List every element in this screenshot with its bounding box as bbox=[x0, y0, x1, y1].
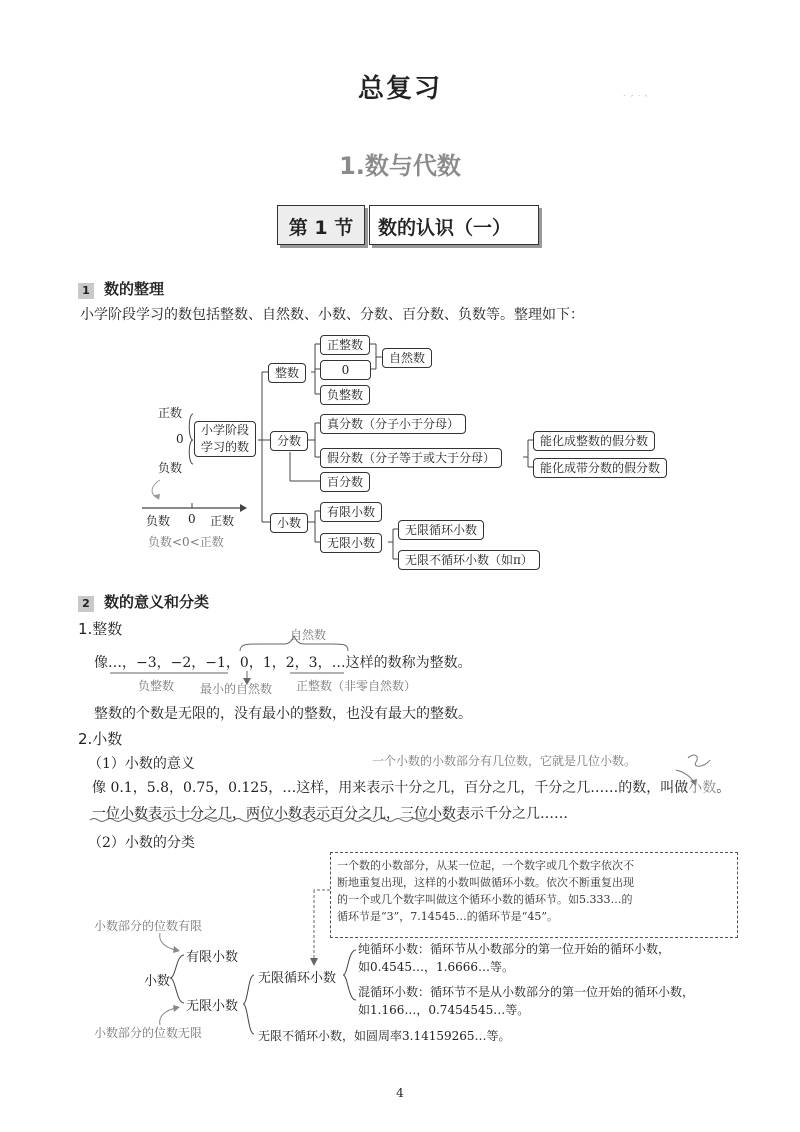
recurring-note-line-3: 的一个或几个数字叫做这个循环小数的循环节。如5.333…的 bbox=[337, 893, 633, 906]
mixed-recurring-line-2: 如1.166…，0.7454545…等。 bbox=[358, 1003, 530, 1017]
section-label-text: 第 1 节 bbox=[288, 217, 354, 239]
decimal-box: 小数 bbox=[270, 513, 308, 533]
left-negative-label: 负数 bbox=[158, 461, 183, 475]
natural-number-box: 自然数 bbox=[382, 348, 432, 368]
axis-positive-label: 正数 bbox=[210, 514, 235, 528]
proper-fraction-box: 真分数（分子小于分母） bbox=[320, 414, 466, 434]
infinite-decimal-note: 小数部分的位数无限 bbox=[94, 1026, 203, 1040]
decimal-tree-finite: 有限小数 bbox=[186, 950, 239, 965]
decimal-places-line: 一位小数表示十分之几，两位小数表示百分之几，三位小数表示千分之几…… bbox=[92, 806, 568, 822]
improper-fraction-box: 假分数（分子等于或大于分母） bbox=[320, 448, 502, 468]
mixed-recurring-line-1: 混循环小数：循环节不是从小数部分的第一位开始的循环小数， bbox=[358, 985, 695, 999]
integer-note: 整数的个数是无限的，没有最小的整数，也没有最大的整数。 bbox=[94, 706, 472, 722]
percent-box: 百分数 bbox=[320, 472, 370, 492]
decimal-def-text: 像 0.1，5.8，0.75，0.125，…这样，用来表示十分之几，百分之几，千分之几……的数，叫做 bbox=[92, 780, 689, 796]
decimal-def-word: 小数 bbox=[688, 780, 717, 796]
negative-integer-annotation: 负整数 bbox=[138, 679, 175, 693]
recurring-decimal-box: 无限循环小数 bbox=[398, 520, 484, 540]
main-title: 总复习 bbox=[357, 74, 442, 104]
page-number: 4 bbox=[396, 1086, 404, 1100]
pure-recurring-line-1: 纯循环小数：循环节从小数部分的第一位开始的循环小数， bbox=[358, 942, 671, 956]
recurring-note-line-1: 一个数的小数部分，从某一位起，一个数字或几个数字依次不 bbox=[337, 859, 634, 872]
pure-recurring-line-2: 如0.4545…，1.6666…等。 bbox=[358, 960, 514, 974]
positive-integer-box: 正整数 bbox=[320, 335, 370, 355]
nonrecurring-example: 无限不循环小数，如圆周率3.14159265…等。 bbox=[258, 1029, 511, 1043]
left-positive-label: 正数 bbox=[158, 406, 183, 420]
axis-order-note: 负数<0<正数 bbox=[148, 535, 224, 549]
finite-decimal-box: 有限小数 bbox=[320, 502, 382, 522]
section-1-number: 1 bbox=[78, 283, 94, 299]
zero-box: 0 bbox=[320, 360, 371, 380]
integer-heading: 1.整数 bbox=[78, 620, 123, 638]
recurring-note-line-4: 循环节是“3”，7.14545…的循环节是“45”。 bbox=[337, 910, 558, 923]
section-2-title: 数的意义和分类 bbox=[104, 593, 210, 611]
min-natural-annotation: 最小的自然数 bbox=[200, 682, 273, 696]
decimal-classification-heading: （2）小数的分类 bbox=[88, 835, 195, 851]
recurring-note-line-2: 断地重复出现，这样的小数叫做循环小数。依次不断重复出现 bbox=[337, 876, 634, 889]
axis-negative-label: 负数 bbox=[146, 514, 171, 528]
decimal-places-handnote: 一个小数的小数部分有几位数，它就是几位小数。 bbox=[372, 754, 637, 768]
integer-box: 整数 bbox=[268, 363, 306, 383]
decimal-tree-root: 小数 bbox=[144, 974, 171, 989]
tree-root-line-2: 学习的数 bbox=[201, 440, 250, 454]
integer-def-zero: 0， bbox=[239, 655, 263, 671]
integer-def-prefix: 像…， bbox=[94, 655, 136, 671]
improper-to-integer-box: 能化成整数的假分数 bbox=[533, 431, 655, 451]
decimal-tree-recurring: 无限循环小数 bbox=[258, 971, 337, 986]
integer-def-positives: 1，2，3，… bbox=[262, 655, 346, 671]
fraction-box: 分数 bbox=[270, 431, 308, 451]
decimal-tree-infinite: 无限小数 bbox=[186, 999, 239, 1014]
section-1-title: 数的整理 bbox=[104, 280, 165, 298]
decorative-sparkles: ˙ ˊ ˙ ˋ bbox=[622, 95, 649, 105]
decimal-heading: 2.小数 bbox=[78, 730, 123, 748]
negative-integer-box: 负整数 bbox=[320, 385, 370, 405]
finite-decimal-note: 小数部分的位数有限 bbox=[94, 919, 203, 933]
infinite-decimal-box: 无限小数 bbox=[320, 533, 382, 553]
integer-def-suffix: 这样的数称为整数。 bbox=[345, 655, 472, 671]
chapter-title: 1.数与代数 bbox=[339, 152, 461, 180]
natural-number-annotation: 自然数 bbox=[290, 628, 327, 642]
decimal-def-end: 。 bbox=[716, 780, 731, 796]
tree-root-line-1: 小学阶段 bbox=[201, 423, 250, 437]
section-1-intro: 小学阶段学习的数包括整数、自然数、小数、分数、百分数、负数等。整理如下： bbox=[80, 307, 584, 323]
nonrecurring-decimal-box: 无限不循环小数（如π） bbox=[398, 550, 540, 570]
section-title-text: 数的认识（一） bbox=[378, 217, 512, 239]
left-zero-label: 0 bbox=[176, 432, 184, 446]
decimal-meaning-heading: （1）小数的意义 bbox=[88, 756, 195, 772]
section-2-number: 2 bbox=[78, 596, 94, 612]
integer-def-negatives: −3，−2，−1， bbox=[136, 655, 240, 671]
positive-integer-annotation: 正整数（非零自然数） bbox=[296, 679, 417, 693]
improper-to-mixed-box: 能化成带分数的假分数 bbox=[533, 458, 667, 478]
axis-zero-label: 0 bbox=[188, 512, 196, 526]
